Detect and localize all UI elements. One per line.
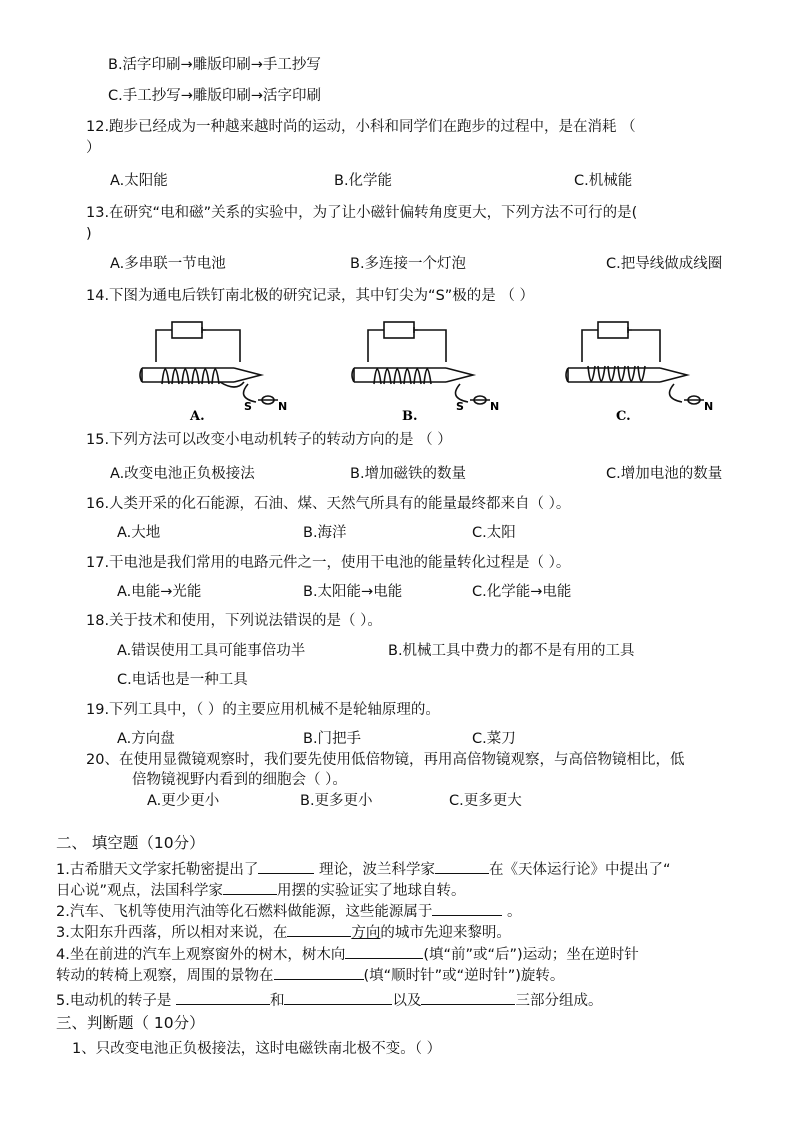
fill-item-3 bbox=[56, 922, 511, 942]
fill-blank[interactable] bbox=[176, 990, 270, 1005]
fill-blank[interactable] bbox=[345, 944, 423, 959]
fill-item-5 bbox=[56, 990, 602, 1010]
q14-figure-a-s: S bbox=[244, 400, 252, 413]
section3-title: 三、判断题（ 10分） bbox=[56, 1014, 205, 1032]
fill-item-3-b: 方向 bbox=[351, 925, 381, 941]
fill-item-2 bbox=[56, 901, 521, 921]
q17-option-b: B.太阳能→电能 bbox=[303, 584, 403, 600]
q13-option-a: A.多串联一节电池 bbox=[110, 256, 226, 272]
fill-item-2-b: 。 bbox=[502, 904, 522, 920]
q14-figure-b-s: S bbox=[456, 400, 464, 413]
fill-blank[interactable] bbox=[274, 965, 364, 980]
fill-item-4-b: (填“前”或“后”)运动；坐在逆时针 bbox=[423, 947, 639, 963]
fill-item-4-line2a: 转动的转椅上观察，周围的景物在 bbox=[56, 968, 274, 984]
fill-blank[interactable] bbox=[432, 901, 502, 916]
q15-stem: 15.下列方法可以改变小电动机转子的转动方向的是 （ ） bbox=[86, 432, 452, 448]
q12-stem: 12.跑步已经成为一种越来越时尚的运动，小科和同学们在跑步的过程中，是在消耗 （ bbox=[86, 119, 636, 135]
fill-blank[interactable] bbox=[258, 859, 314, 874]
q14-figure-c bbox=[562, 312, 762, 424]
q16-option-b: B.海洋 bbox=[303, 525, 347, 541]
q14-figure-b-n: N bbox=[490, 400, 500, 413]
q12-stem-cont: ） bbox=[86, 140, 101, 156]
q18-option-a: A.错误使用工具可能事倍功半 bbox=[117, 643, 306, 659]
q11-option-c: C.手工抄写→雕版印刷→活字印刷 bbox=[108, 88, 322, 104]
q12-option-b: B.化学能 bbox=[334, 173, 393, 189]
q15-option-b: B.增加磁铁的数量 bbox=[350, 466, 467, 482]
fill-blank[interactable] bbox=[287, 922, 351, 937]
q15-option-a: A.改变电池正负极接法 bbox=[110, 466, 255, 482]
q17-option-a: A.电能→光能 bbox=[117, 584, 202, 600]
fill-blank[interactable] bbox=[223, 880, 277, 895]
fill-item-1-a: 1.古希腊天文学家托勒密提出了 bbox=[56, 862, 259, 878]
fill-item-4-a: 4.坐在前进的汽车上观察窗外的树木，树木向 bbox=[56, 947, 346, 963]
fill-blank[interactable] bbox=[435, 859, 489, 874]
fill-item-4 bbox=[56, 944, 639, 964]
q13-option-b: B.多连接一个灯泡 bbox=[350, 256, 467, 272]
judge-item-1: 1、只改变电池正负极接法，这时电磁铁南北极不变。（ ） bbox=[72, 1041, 442, 1057]
q14-figure-a bbox=[136, 312, 336, 424]
q13-stem-cont: ) bbox=[86, 226, 92, 242]
q14-stem: 14.下图为通电后铁钉南北极的研究记录，其中钉尖为“S”极的是 （ ） bbox=[86, 288, 535, 304]
q11-option-b: B.活字印刷→雕版印刷→手工抄写 bbox=[108, 57, 321, 73]
q14-figure-a-n: N bbox=[278, 400, 288, 413]
fill-item-5-b: 和 bbox=[269, 993, 285, 1009]
q14-figure-b-label: B. bbox=[402, 409, 418, 424]
q19-option-c: C.菜刀 bbox=[472, 731, 516, 747]
section2-title: 二、 填空题（10分） bbox=[56, 834, 205, 852]
fill-item-4-line2 bbox=[56, 965, 564, 985]
fill-item-3-c: 的城市先迎来黎明。 bbox=[380, 925, 511, 941]
q20-option-b: B.更多更小 bbox=[300, 793, 373, 809]
q16-option-c: C.太阳 bbox=[472, 525, 516, 541]
q14-figure-c-n: N bbox=[704, 400, 714, 413]
fill-item-1 bbox=[56, 859, 670, 879]
fill-item-5-d: 三部分组成。 bbox=[515, 993, 603, 1009]
q20-option-c: C.更多更大 bbox=[449, 793, 522, 809]
fill-item-1-line2b: 用摆的实验证实了地球自转。 bbox=[277, 883, 466, 899]
fill-item-1-c: 在《天体运行论》中提出了“ bbox=[488, 862, 671, 878]
q12-option-c: C.机械能 bbox=[574, 173, 633, 189]
q19-option-a: A.方向盘 bbox=[117, 731, 175, 747]
fill-item-3-a: 3.太阳东升西落，所以相对来说，在 bbox=[56, 925, 288, 941]
fill-item-5-c: 以及 bbox=[392, 993, 422, 1009]
fill-item-4-line2b: (填“顺时针”或“逆时针”)旋转。 bbox=[363, 968, 565, 984]
q16-option-a: A.大地 bbox=[117, 525, 161, 541]
fill-item-2-a: 2.汽车、飞机等使用汽油等化石燃料做能源，这些能源属于 bbox=[56, 904, 433, 920]
q20-stem: 20、在使用显微镜观察时，我们要先使用低倍物镜，再用高倍物镜观察，与高倍物镜相比，低 bbox=[86, 752, 685, 768]
q13-stem: 13.在研究“电和磁”关系的实验中，为了让小磁针偏转角度更大，下列方法不可行的是( bbox=[86, 205, 638, 221]
fill-item-1-line2 bbox=[56, 880, 466, 900]
fill-item-1-line2a: 日心说”观点，法国科学家 bbox=[56, 883, 224, 899]
q19-stem: 19.下列工具中，（ ）的主要应用机械不是轮轴原理的。 bbox=[86, 702, 440, 718]
q20-stem-cont: 倍物镜视野内看到的细胞会（ ）。 bbox=[132, 772, 347, 788]
q14-figure-b bbox=[348, 312, 548, 424]
q18-stem: 18.关于技术和使用，下列说法错误的是（ ）。 bbox=[86, 613, 382, 629]
fill-item-1-b: 理论，波兰科学家 bbox=[314, 862, 435, 878]
q18-option-c: C.电话也是一种工具 bbox=[117, 672, 248, 688]
q14-figure-c-label: C. bbox=[616, 409, 631, 424]
q20-option-a: A.更少更小 bbox=[147, 793, 220, 809]
fill-blank[interactable] bbox=[284, 990, 392, 1005]
q12-option-a: A.太阳能 bbox=[110, 173, 168, 189]
q15-option-c: C.增加电池的数量 bbox=[606, 466, 723, 482]
q19-option-b: B.门把手 bbox=[303, 731, 362, 747]
q17-option-c: C.化学能→电能 bbox=[472, 584, 572, 600]
fill-blank[interactable] bbox=[421, 990, 515, 1005]
fill-item-5-a: 5.电动机的转子是 bbox=[56, 993, 176, 1009]
q16-stem: 16.人类开采的化石能源，石油、煤、天然气所具有的能量最终都来自（ ）。 bbox=[86, 496, 571, 512]
q17-stem: 17.干电池是我们常用的电路元件之一，使用干电池的能量转化过程是（ ）。 bbox=[86, 555, 571, 571]
q18-option-b: B.机械工具中费力的都不是有用的工具 bbox=[388, 643, 635, 659]
q14-figure-a-label: A. bbox=[190, 409, 205, 424]
q13-option-c: C.把导线做成线圈 bbox=[606, 256, 723, 272]
